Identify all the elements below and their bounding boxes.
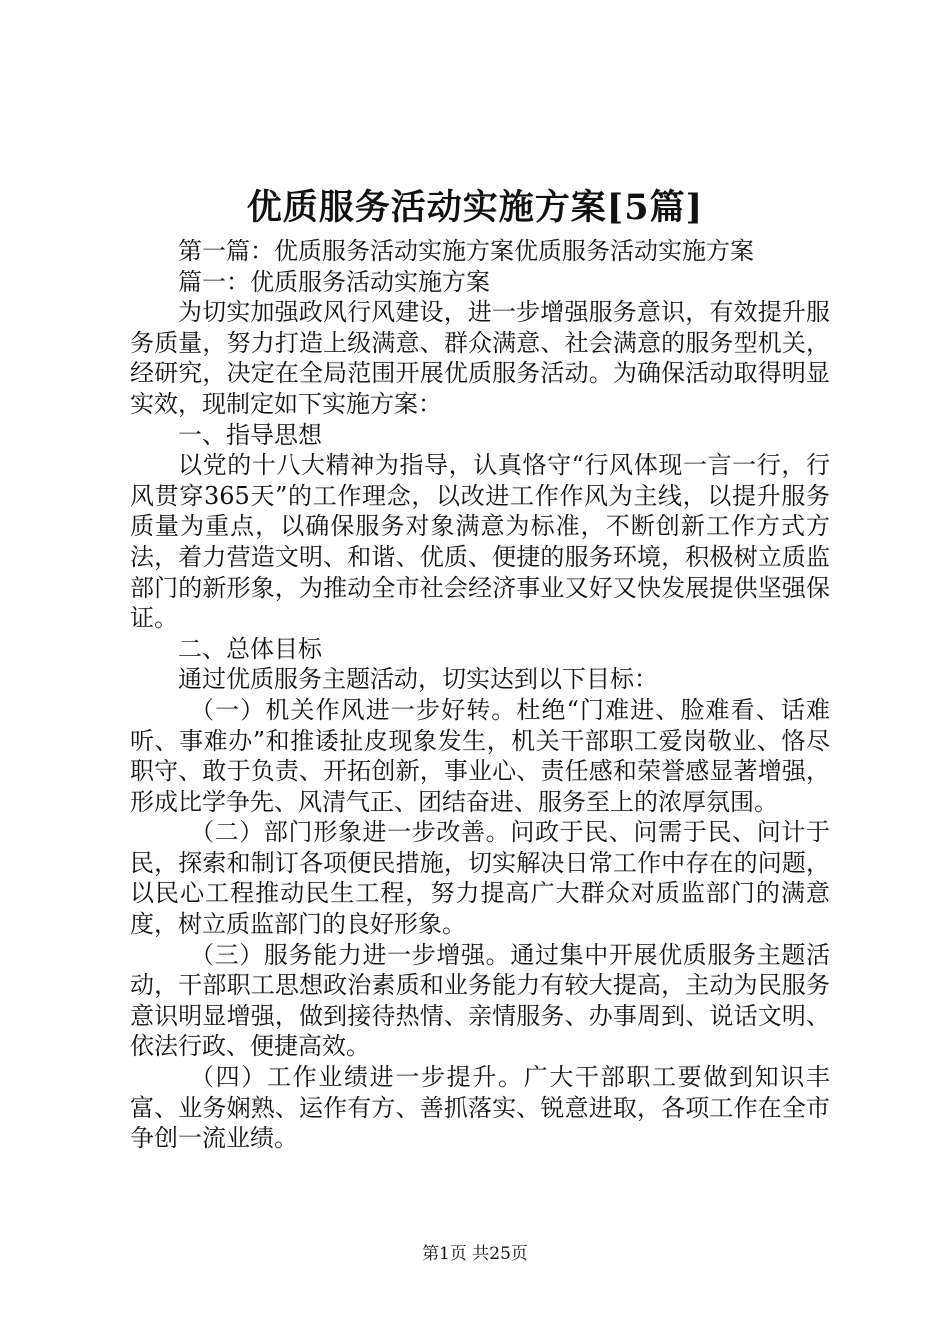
paragraph-goal-intro: 通过优质服务主题活动，切实达到以下目标： — [178, 665, 658, 694]
paragraph-goal-2: （二）部门形象进一步改善。问政于民、问需于民、问计于民，探索和制订各项便民措施，切实解决日常工作中存在的问题，以民心工程推动民生工程，努力提高广大群众对质监部门的满意度，树立质监部门的良好形象。 — [130, 818, 830, 939]
paragraph-chapter-heading: 第一篇：优质服务活动实施方案优质服务活动实施方案 — [178, 237, 754, 265]
paragraph-section-heading: 篇一：优质服务活动实施方案 — [178, 267, 490, 296]
heading-overall-goal: 二、总体目标 — [178, 634, 322, 663]
document-body — [130, 236, 830, 1154]
paragraph-intro: 为切实加强政风行风建设，进一步增强服务意识，有效提升服务质量，努力打造上级满意、群众满意、社会满意的服务型机关，经研究，决定在全局范围开展优质服务活动。为确保活动取得明显实效，现制定如下实施方案： — [130, 298, 830, 418]
page-number-footer: 第1页 共25页 — [422, 1244, 528, 1264]
paragraph-goal-3: （三）服务能力进一步增强。通过集中开展优质服务主题活动，干部职工思想政治素质和业务能力有较大提高，主动为民服务意识明显增强，做到接待热情、亲情服务、办事周到、说话文明、依法行政、便捷高效。 — [130, 940, 830, 1061]
paragraph-goal-1: （一）机关作风进一步好转。杜绝“门难进、脸难看、话难听、事难办”和推诿扯皮现象发生，机关干部职工爱岗敬业、恪尽职守、敢于负责、开拓创新，事业心、责任感和荣誉感显著增强，形成比学争先、风清气正、团结奋进、服务至上的浓厚氛围。 — [130, 695, 830, 816]
document-title: 优质服务活动实施方案[5篇] — [246, 187, 704, 228]
paragraph-guiding-thought: 以党的十八大精神为指导，认真恪守“行风体现一言一行，行风贯穿365天”的工作理念，以改进工作作风为主线，以提升服务质量为重点，以确保服务对象满意为标准，不断创新工作方式方法，着力营造文明、和谐、优质、便捷的服务环境，积极树立质监部门的新形象，为推动全市社会经济事业又好又快发展提供坚强保证。 — [130, 451, 830, 633]
paragraph-goal-4: （四）工作业绩进一步提升。广大干部职工要做到知识丰富、业务娴熟、运作有方、善抓落实、锐意进取，各项工作在全市争创一流业绩。 — [130, 1063, 830, 1153]
heading-guiding-thought: 一、指导思想 — [178, 420, 322, 449]
